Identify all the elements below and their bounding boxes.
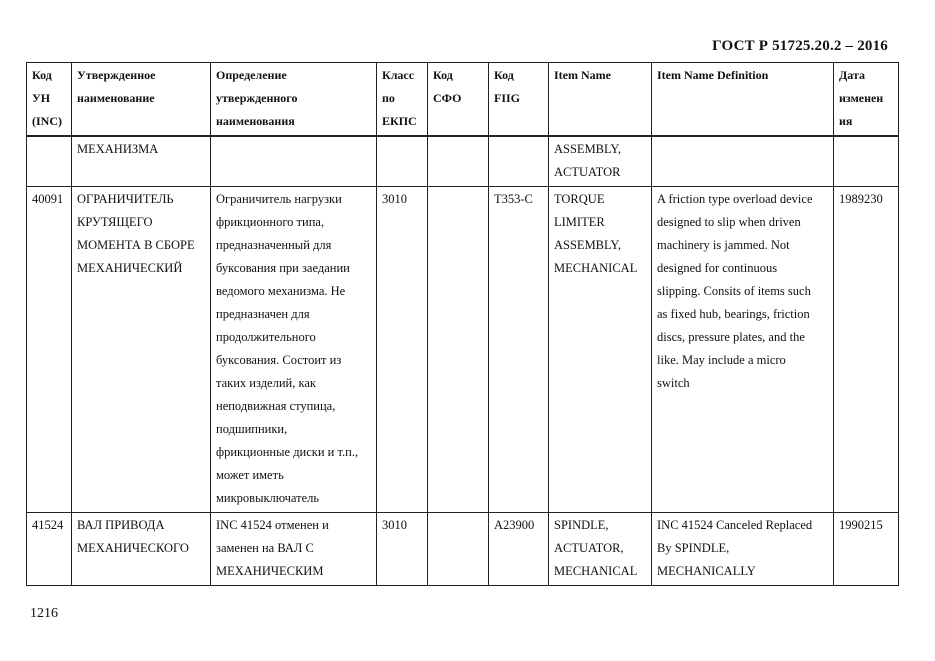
cell-line: Ограничитель нагрузки xyxy=(216,192,342,206)
cell-line: микровыключатель xyxy=(216,491,320,505)
header-item-name-definition xyxy=(652,63,834,137)
cell-item-name-definition xyxy=(652,513,834,586)
cell-line: MECHANICAL xyxy=(554,564,638,578)
cell-line: FIIG xyxy=(494,91,521,105)
cell-line: ASSEMBLY, xyxy=(554,238,621,252)
cell-line: discs, pressure plates, and the xyxy=(657,330,805,344)
cell-line: МОМЕНТА В СБОРЕ xyxy=(77,238,195,252)
cell-class xyxy=(377,187,428,513)
cell-line: 3010 xyxy=(382,518,407,532)
cell-line: A23900 xyxy=(494,518,535,532)
cell-line: ВАЛ ПРИВОДА xyxy=(77,518,165,532)
cell-line: switch xyxy=(657,376,690,390)
cell-inc xyxy=(27,136,72,187)
cell-approved-name xyxy=(72,136,211,187)
cell-line: Item Name Definition xyxy=(657,68,769,82)
cell-line: наименование xyxy=(77,91,155,105)
cell-line: slipping. Consits of items such xyxy=(657,284,811,298)
cell-line: изменен xyxy=(839,91,884,105)
cell-line: (INC) xyxy=(32,114,62,128)
cell-line: 1990215 xyxy=(839,518,883,532)
cell-line: таких изделий, как xyxy=(216,376,316,390)
cell-item-name xyxy=(549,136,652,187)
cell-line: фрикционного типа, xyxy=(216,215,325,229)
cell-line: designed to slip when driven xyxy=(657,215,801,229)
cell-line: утвержденного xyxy=(216,91,298,105)
cell-line: Определение xyxy=(216,68,287,82)
cell-line: МЕХАНИЗМА xyxy=(77,142,159,156)
cell-item-name-definition xyxy=(652,187,834,513)
cell-line: ASSEMBLY, xyxy=(554,142,621,156)
cell-line: as fixed hub, bearings, friction xyxy=(657,307,810,321)
cell-change-date xyxy=(834,136,899,187)
cell-line: МЕХАНИЧЕСКОГО xyxy=(77,541,189,555)
cell-line: 41524 xyxy=(32,518,64,532)
cell-definition xyxy=(211,136,377,187)
cell-line: 3010 xyxy=(382,192,407,206)
cell-line: like. May include a micro xyxy=(657,353,786,367)
cell-sfo-code xyxy=(428,513,489,586)
cell-line: СФО xyxy=(433,91,462,105)
cell-line: TORQUE xyxy=(554,192,605,206)
table-row xyxy=(27,136,899,187)
document-standard-number: ГОСТ Р 51725.20.2 – 2016 xyxy=(712,38,888,54)
cell-line: МЕХАНИЧЕСКИЙ xyxy=(77,261,183,275)
header-class xyxy=(377,63,428,137)
cell-line: Класс xyxy=(382,68,415,82)
header-inc xyxy=(27,63,72,137)
cell-sfo-code xyxy=(428,136,489,187)
cell-line: буксования. Состоит из xyxy=(216,353,342,367)
table-row xyxy=(27,187,899,513)
cell-line: Утвержденное xyxy=(77,68,156,82)
cell-approved-name xyxy=(72,513,211,586)
cell-sfo-code xyxy=(428,187,489,513)
cell-item-name xyxy=(549,187,652,513)
table-row xyxy=(27,513,899,586)
cell-class xyxy=(377,513,428,586)
cell-line: ия xyxy=(839,114,853,128)
cell-line: буксования при заедании xyxy=(216,261,350,275)
cell-line: MECHANICALLY xyxy=(657,564,756,578)
cell-line: INC 41524 Canceled Replaced xyxy=(657,518,813,532)
cell-line: фрикционные диски и т.п., xyxy=(216,445,359,459)
cell-approved-name xyxy=(72,187,211,513)
cell-inc xyxy=(27,187,72,513)
header-definition xyxy=(211,63,377,137)
cell-line: предназначенный для xyxy=(216,238,332,252)
cell-line: Код xyxy=(494,68,514,82)
cell-line: designed for continuous xyxy=(657,261,778,275)
table-header-row xyxy=(27,63,899,137)
cell-item-name-definition xyxy=(652,136,834,187)
header-fiig-code xyxy=(489,63,549,137)
cell-line: machinery is jammed. Not xyxy=(657,238,790,252)
cell-line: ACTUATOR xyxy=(554,165,621,179)
cell-line: КРУТЯЩЕГО xyxy=(77,215,153,229)
cell-line: SPINDLE, xyxy=(554,518,609,532)
cell-item-name xyxy=(549,513,652,586)
cell-definition xyxy=(211,187,377,513)
cell-line: ОГРАНИЧИТЕЛЬ xyxy=(77,192,174,206)
header-approved-name xyxy=(72,63,211,137)
cell-line: наименования xyxy=(216,114,295,128)
cell-inc xyxy=(27,513,72,586)
cell-fiig-code xyxy=(489,136,549,187)
cell-line: T353-C xyxy=(494,192,533,206)
cell-line: МЕХАНИЧЕСКИМ xyxy=(216,564,324,578)
cell-line: ЕКПС xyxy=(382,114,417,128)
cell-line: INC 41524 отменен и xyxy=(216,518,329,532)
cell-line: по xyxy=(382,91,395,105)
header-sfo-code xyxy=(428,63,489,137)
cell-line: ACTUATOR, xyxy=(554,541,624,555)
cell-change-date xyxy=(834,513,899,586)
cell-definition xyxy=(211,513,377,586)
cell-line: продолжительного xyxy=(216,330,316,344)
cell-line: Item Name xyxy=(554,68,611,82)
header-change-date xyxy=(834,63,899,137)
cell-line: Код xyxy=(32,68,52,82)
cell-line: MECHANICAL xyxy=(554,261,638,275)
page-number: 1216 xyxy=(30,606,58,621)
cell-line: 1989230 xyxy=(839,192,883,206)
cell-line: Дата xyxy=(839,68,865,82)
cell-line: УН xyxy=(32,91,51,105)
cell-line: By SPINDLE, xyxy=(657,541,730,555)
cell-line: может иметь xyxy=(216,468,284,482)
cell-line: Код xyxy=(433,68,453,82)
cell-line: ведомого механизма. Не xyxy=(216,284,346,298)
cell-line: 40091 xyxy=(32,192,64,206)
cell-change-date xyxy=(834,187,899,513)
cell-fiig-code xyxy=(489,187,549,513)
cell-line: подшипники, xyxy=(216,422,288,436)
header-item-name xyxy=(549,63,652,137)
classification-table xyxy=(26,62,899,586)
cell-fiig-code xyxy=(489,513,549,586)
cell-line: заменен на ВАЛ С xyxy=(216,541,314,555)
cell-line: предназначен для xyxy=(216,307,310,321)
cell-class xyxy=(377,136,428,187)
cell-line: неподвижная ступица, xyxy=(216,399,336,413)
cell-line: LIMITER xyxy=(554,215,605,229)
cell-line: A friction type overload device xyxy=(657,192,813,206)
